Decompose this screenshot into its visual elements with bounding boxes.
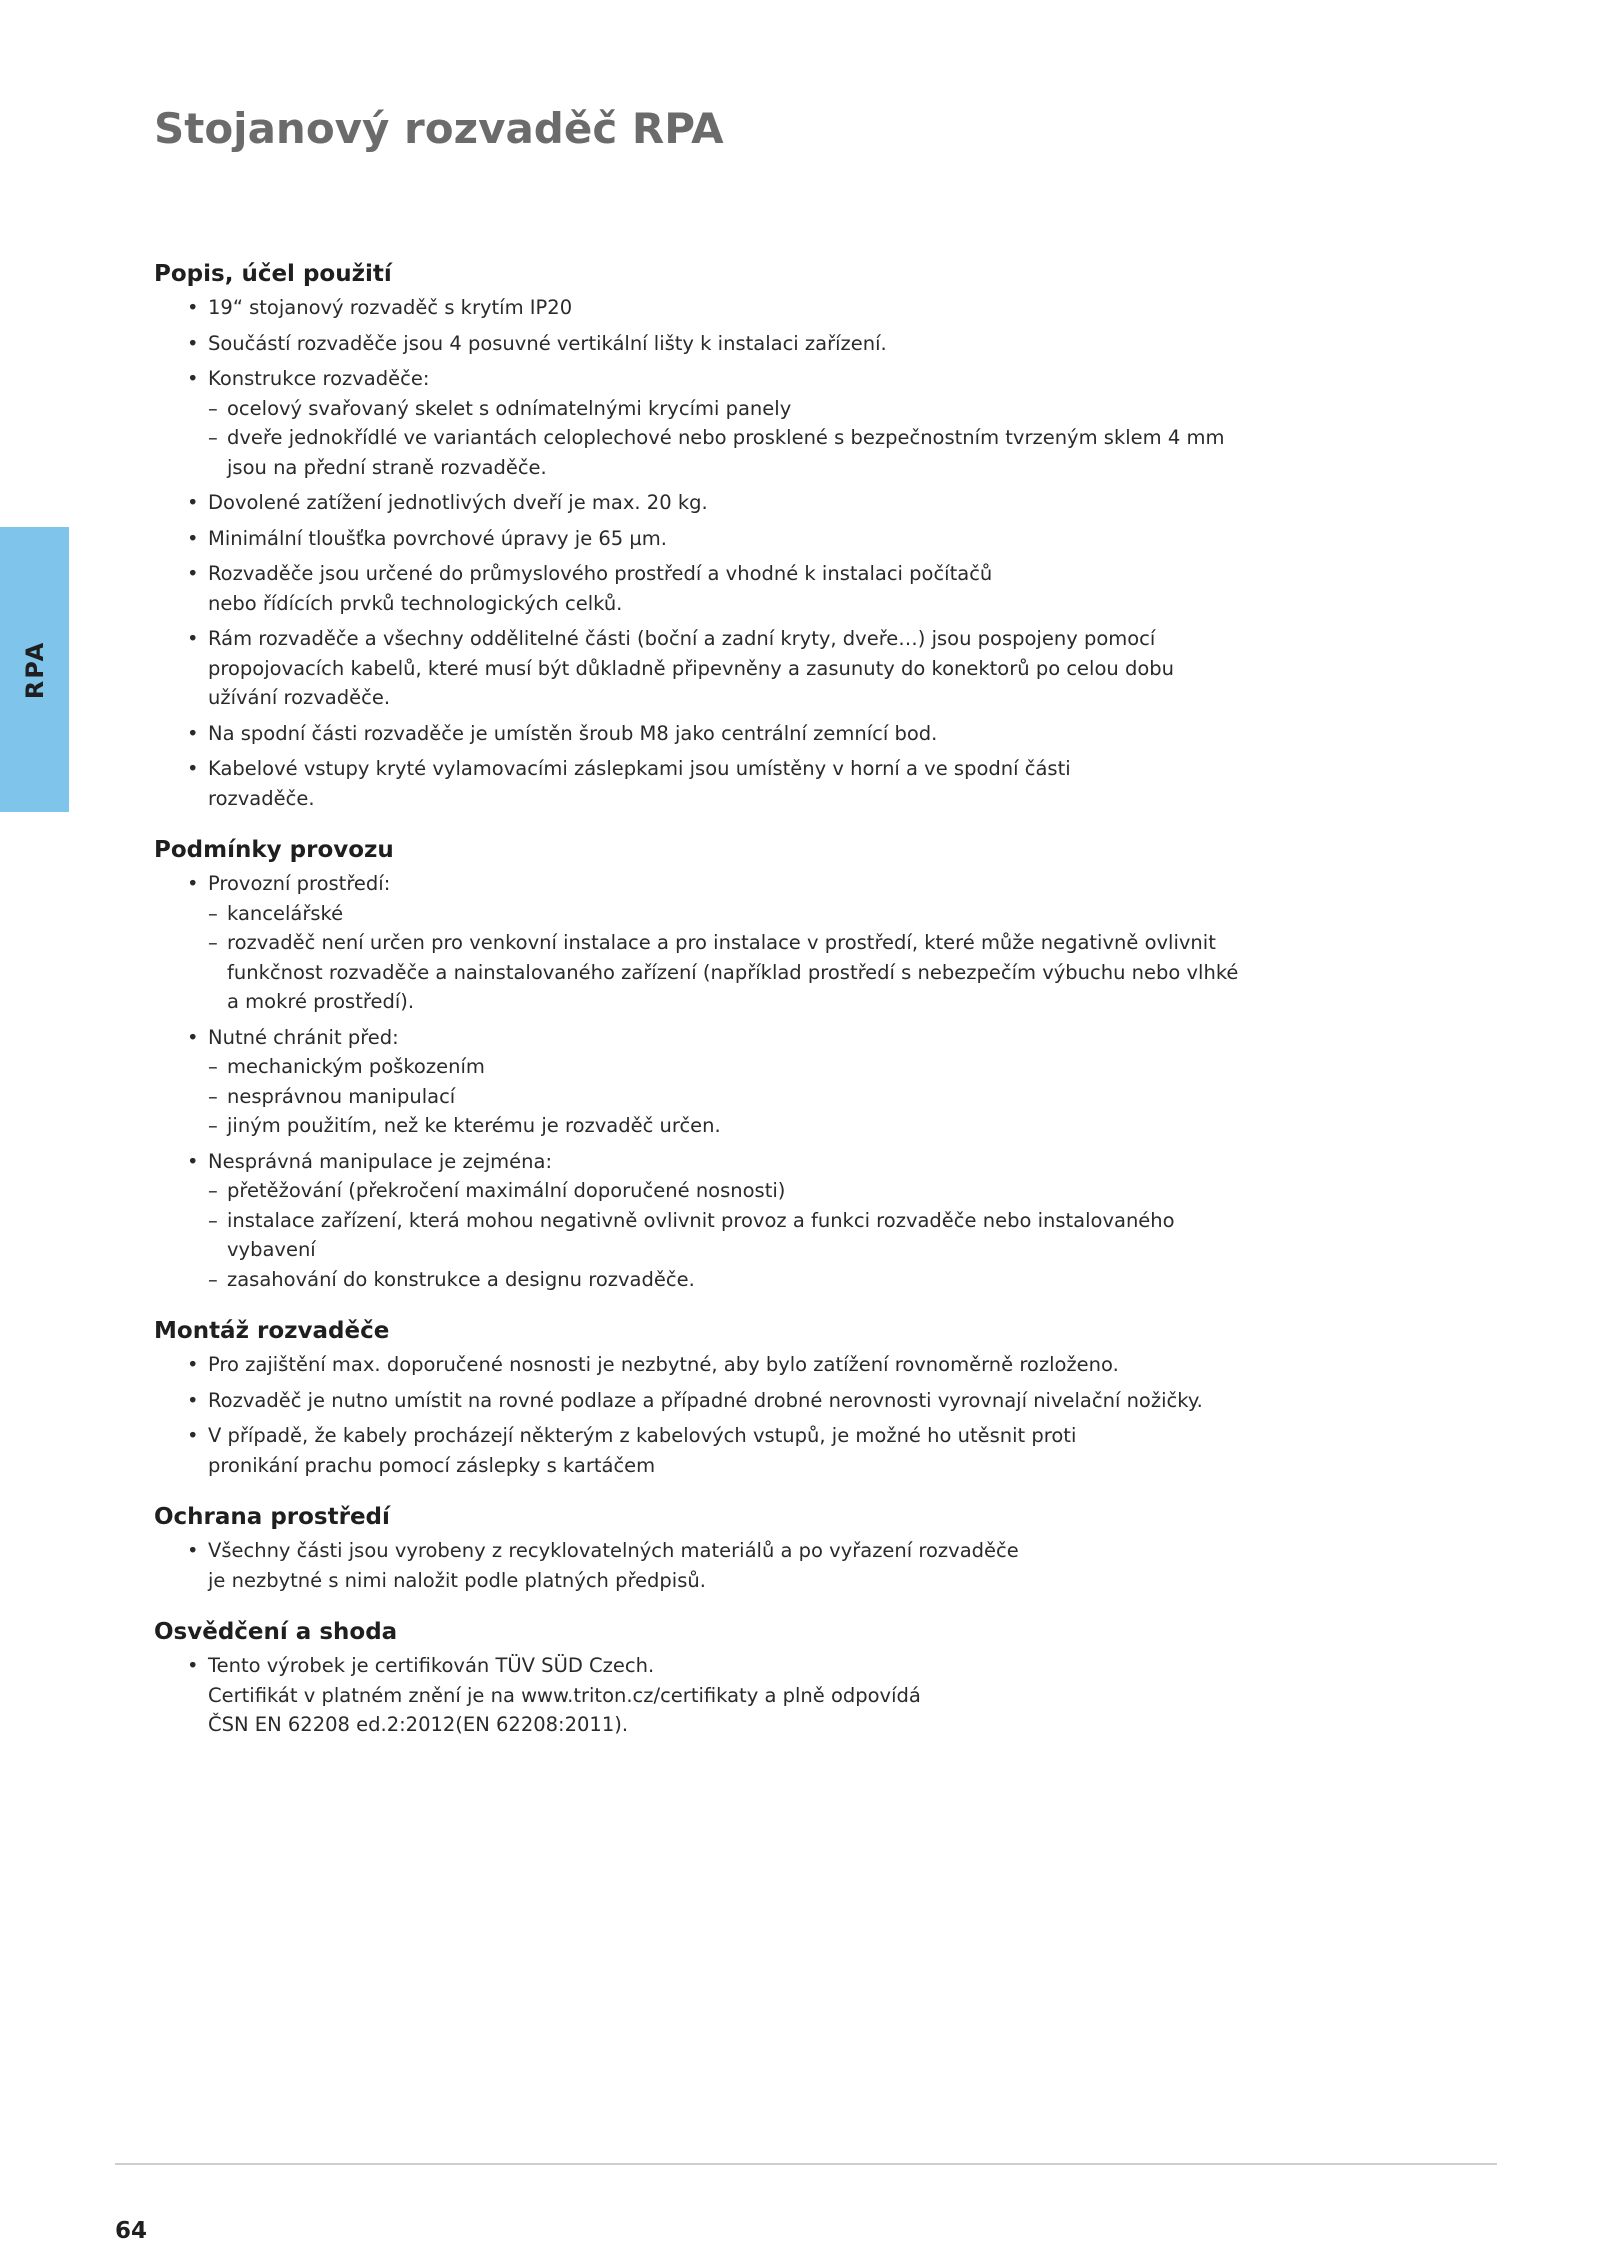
section-heading: Podmínky provozu xyxy=(154,837,394,863)
dash-sub-item: – ocelový svařovaný skelet s odnímatelnými krycími panely xyxy=(208,394,1244,424)
bullet-text: • 19“ stojanový rozvaděč s krytím IP20 xyxy=(208,296,573,319)
document-body xyxy=(154,261,1244,1764)
bullet-item xyxy=(154,624,1244,713)
dash-sub-item: – mechanickým poškozením xyxy=(208,1052,1244,1082)
bullet-item xyxy=(154,364,1244,482)
bullet-text: • Rozvaděč je nutno umístit na rovné podlaze a případné drobné nerovnosti vyrovnají nivelační nožičky. xyxy=(208,1388,1203,1412)
bullet-text: • Na spodní části rozvaděče je umístěn šroub M8 jako centrální zemnící bod. xyxy=(208,721,938,745)
bullet-item xyxy=(154,329,1244,359)
bullet-item xyxy=(154,719,1244,749)
bullet-text: • Nutné chránit před: xyxy=(208,1025,399,1049)
bullet-list xyxy=(154,869,1244,1294)
dash-sub-item: – instalace zařízení, která mohou negativně ovlivnit provoz a funkci rozvaděče nebo instalovaného vybavení xyxy=(208,1206,1244,1265)
page-number: 64 xyxy=(115,2218,148,2244)
section-heading: Osvědčení a shoda xyxy=(154,1619,398,1645)
bullet-text: • Provozní prostředí: xyxy=(208,872,391,895)
dash-sub-item: – zasahování do konstrukce a designu rozvaděče. xyxy=(208,1265,1244,1295)
section-heading: Ochrana prostředí xyxy=(154,1504,390,1530)
bullet-item xyxy=(154,488,1244,518)
dash-sub-item: – nesprávnou manipulací xyxy=(208,1082,1244,1112)
side-tab xyxy=(0,527,69,812)
bullet-list xyxy=(154,1651,1244,1740)
bullet-item xyxy=(154,1651,1244,1740)
bullet-text: • Rozvaděče jsou určené do průmyslového prostředí a vhodné k instalaci počítačů xyxy=(208,562,993,585)
bullet-text: propojovacích kabelů, které musí být důkladně připevněny a zasunuty do konektorů po celou dobu xyxy=(208,656,1174,680)
section xyxy=(154,1318,1244,1480)
dash-sub-item: – dveře jednokřídlé ve variantách celoplechové nebo prosklené s bezpečnostním tvrzeným sklem 4 mm jsou na přední straně rozvaděče. xyxy=(208,423,1244,482)
bullet-item xyxy=(154,1386,1244,1416)
bullet-text: nebo řídících prvků technologických celků. xyxy=(208,591,623,615)
dash-sub-item: – rozvaděč není určen pro venkovní instalace a pro instalace v prostředí, které může negativně ovlivnit funkčnost rozvaděče a nainstalovaného zařízení (například prostředí s nebezpečím výbuchu nebo vlhké a mokré prostředí). xyxy=(208,928,1244,1017)
bullet-item xyxy=(154,1350,1244,1380)
bullet-item xyxy=(154,1536,1244,1595)
bullet-text: užívání rozvaděče. xyxy=(208,686,391,709)
bullet-text: Certifikát v platném znění je na www.triton.cz/certifikaty a plně odpovídá xyxy=(208,1683,921,1707)
section-heading: Montáž rozvaděče xyxy=(154,1318,390,1344)
bullet-list xyxy=(154,1350,1244,1480)
bullet-item xyxy=(154,1421,1244,1480)
bullet-item xyxy=(154,1147,1244,1295)
section-heading: Popis, účel použití xyxy=(154,261,392,287)
bullet-text: • V případě, že kabely procházejí některým z kabelových vstupů, je možné ho utěsnit proti xyxy=(208,1424,1077,1447)
bullet-list xyxy=(154,293,1244,813)
bullet-text: • Dovolené zatížení jednotlivých dveří je max. 20 kg. xyxy=(208,491,708,514)
bullet-item xyxy=(154,754,1244,813)
page-title: Stojanový rozvaděč RPA xyxy=(154,104,724,153)
bullet-text: • Konstrukce rozvaděče: xyxy=(208,367,430,390)
bullet-text: • Součástí rozvaděče jsou 4 posuvné vertikální lišty k instalaci zařízení. xyxy=(208,331,887,355)
dash-sub-item: – kancelářské xyxy=(208,899,1244,929)
bullet-text: ČSN EN 62208 ed.2:2012(EN 62208:2011). xyxy=(208,1713,629,1736)
bullet-item xyxy=(154,559,1244,618)
bullet-text: • Všechny části jsou vyrobeny z recyklovatelných materiálů a po vyřazení rozvaděče xyxy=(208,1539,1019,1562)
bullet-text: • Kabelové vstupy kryté vylamovacími záslepkami jsou umístěny v horní a ve spodní části xyxy=(208,757,1071,780)
section xyxy=(154,837,1244,1294)
dash-sub-item: – přetěžování (překročení maximální doporučené nosnosti) xyxy=(208,1176,1244,1206)
side-tab-label: RPA xyxy=(20,640,49,699)
bullet-text: • Nesprávná manipulace je zejména: xyxy=(208,1149,553,1173)
bullet-text: • Minimální tloušťka povrchové úpravy je 65 µm. xyxy=(208,526,668,550)
bullet-item xyxy=(154,524,1244,554)
bullet-item xyxy=(154,293,1244,323)
footer-divider xyxy=(115,2163,1497,2165)
bullet-list xyxy=(154,1536,1244,1595)
section xyxy=(154,1504,1244,1595)
bullet-text: • Tento výrobek je certifikován TÜV SÜD Czech. xyxy=(208,1654,655,1677)
bullet-item xyxy=(154,869,1244,1017)
bullet-text: je nezbytné s nimi naložit podle platných předpisů. xyxy=(208,1568,706,1592)
bullet-item xyxy=(154,1023,1244,1141)
bullet-text: pronikání prachu pomocí záslepky s kartáčem xyxy=(208,1453,656,1477)
bullet-text: • Rám rozvaděče a všechny oddělitelné části (boční a zadní kryty, dveře…) jsou pospojeny pomocí xyxy=(208,627,1156,650)
section xyxy=(154,1619,1244,1740)
dash-sub-item: – jiným použitím, než ke kterému je rozvaděč určen. xyxy=(208,1111,1244,1141)
bullet-text: • Pro zajištění max. doporučené nosnosti je nezbytné, aby bylo zatížení rovnoměrně rozloženo. xyxy=(208,1353,1119,1376)
bullet-text: rozvaděče. xyxy=(208,786,315,810)
section xyxy=(154,261,1244,813)
